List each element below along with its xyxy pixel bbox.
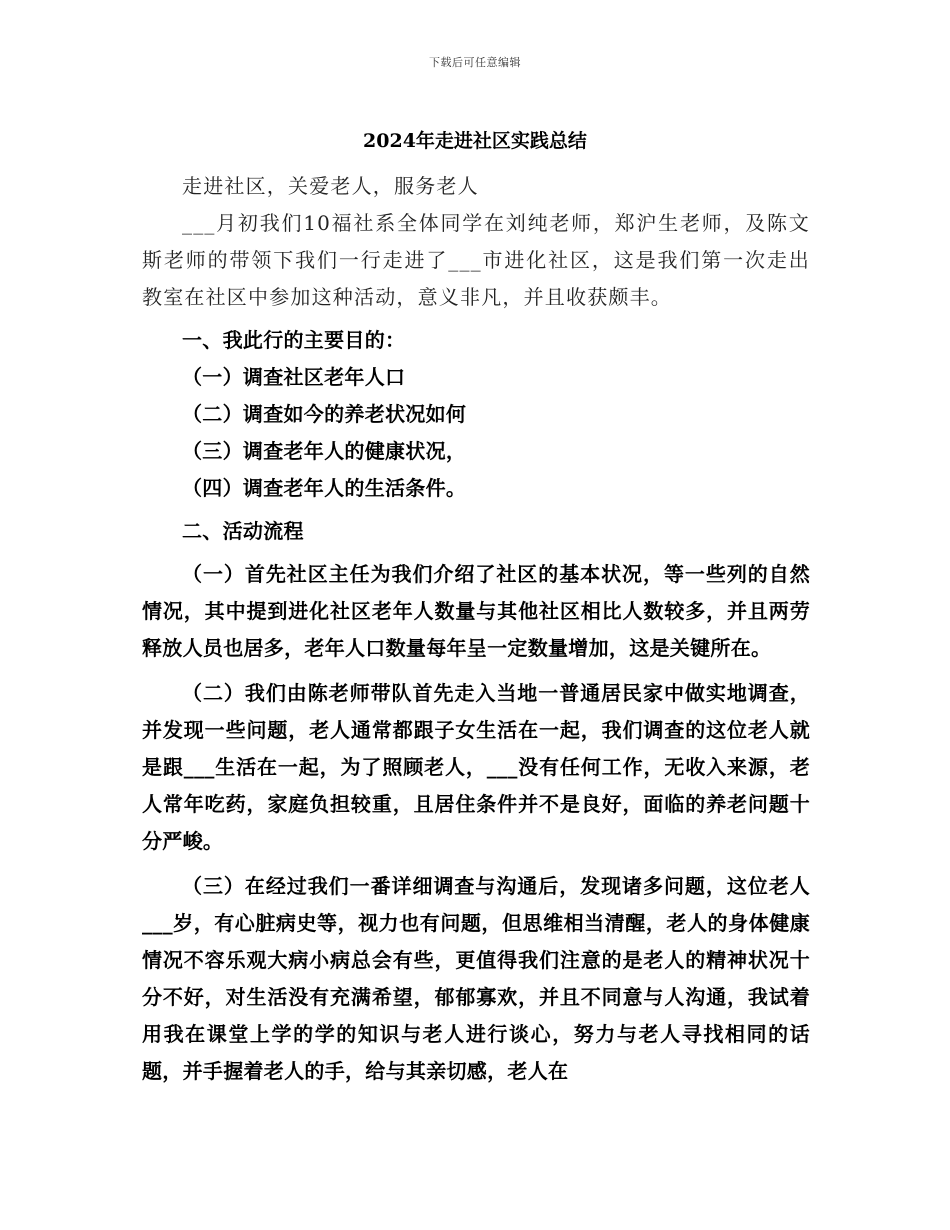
- header-note: 下载后可任意编辑: [429, 56, 521, 69]
- section-heading-process: 二、活动流程: [182, 519, 304, 543]
- document-body: [142, 168, 810, 1090]
- paragraph-intro: ___月初我们10福社系全体同学在刘纯老师，郑沪生老师，及陈文斯老师的带领下我们一行走进了___市进化社区，这是我们第一次走出教室在社区中参加这种活动，意义非凡，并且收获颇丰。: [142, 211, 810, 309]
- process-paragraph-2: （二）我们由陈老师带队首先走入当地一普通居民家中做实地调查，并发现一些问题，老人通常都跟子女生活在一起，我们调查的这位老人就是跟___生活在一起，为了照顾老人，___没有任何工作，无收入来源，老人常年吃药，家庭负担较重，且居住条件并不是良好，面临的养老问题十分严峻。: [142, 681, 810, 853]
- section-heading-purpose: 一、我此行的主要目的：: [182, 328, 406, 352]
- process-paragraph-3: （三）在经过我们一番详细调查与沟通后，发现诸多问题，这位老人___岁，有心脏病史等，视力也有问题，但思维相当清醒，老人的身体健康情况不容乐观大病小病总会有些，更值得我们注意的是老人的精神状况十分不好，对生活没有充满希望，郁郁寡欢，并且不同意与人沟通，我试着用我在课堂上学的学的知识与老人进行谈心，努力与老人寻找相同的话题，并手握着老人的手，给与其亲切感，老人在: [142, 874, 810, 1083]
- document-title: 2024年走进社区实践总结: [363, 130, 587, 152]
- paragraph-subtitle: 走进社区，关爱老人，服务老人: [182, 174, 479, 198]
- purpose-item-3: （三）调查老年人的健康状况，: [182, 439, 467, 463]
- purpose-item-2: （二）调查如今的养老状况如何: [182, 402, 467, 426]
- process-paragraph-1: （一）首先社区主任为我们介绍了社区的基本状况，等一些列的自然情况，其中提到进化社区老年人数量与其他社区相比人数较多，并且两劳释放人员也居多，老年人口数量每年呈一定数量增加，这是关键所在。: [142, 562, 810, 660]
- purpose-item-4: （四）调查老年人的生活条件。: [182, 476, 467, 500]
- purpose-item-1: （一）调查社区老年人口: [182, 365, 406, 389]
